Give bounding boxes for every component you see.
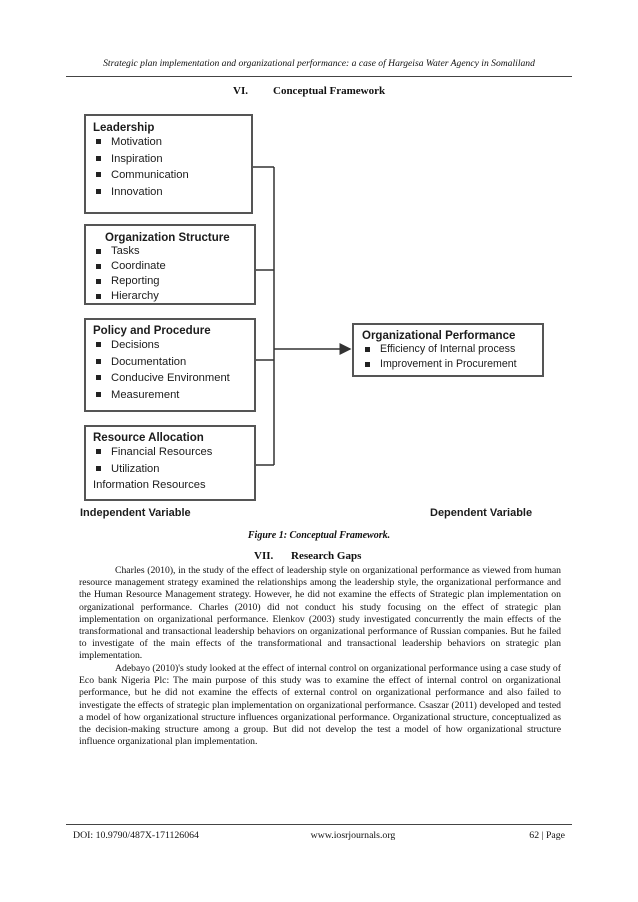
resource-item: Financial Resources bbox=[93, 444, 254, 461]
org-structure-item: Coordinate bbox=[93, 259, 254, 274]
policy-box bbox=[84, 318, 256, 412]
resource-item: Utilization bbox=[93, 461, 254, 478]
policy-item: Measurement bbox=[93, 387, 254, 404]
footer-website: www.iosrjournals.org bbox=[310, 830, 396, 841]
section-6-title: Conceptual Framework bbox=[273, 85, 386, 97]
dependent-variable-label: Dependent Variable bbox=[430, 507, 533, 519]
section-7-title: Research Gaps bbox=[291, 550, 362, 562]
policy-item: Conducive Environment bbox=[93, 370, 254, 387]
policy-title: Policy and Procedure bbox=[93, 325, 211, 337]
org-structure-box bbox=[84, 224, 256, 305]
resource-title: Resource Allocation bbox=[93, 432, 204, 444]
leadership-item: Inspiration bbox=[93, 151, 251, 168]
resource-item-plain: Information Resources bbox=[93, 479, 206, 491]
footer-rule bbox=[66, 824, 572, 825]
leadership-title: Leadership bbox=[93, 122, 155, 134]
running-header: Strategic plan implementation and organizational performance: a case of Hargeisa Water Agency in Somaliland bbox=[103, 58, 535, 69]
org-structure-item: Hierarchy bbox=[93, 289, 254, 304]
paragraph-2: Adebayo (2010)'s study looked at the effect of internal control on organizational performance using a case study of Eco bank Nigeria Plc: The main purpose of this study was to examine the effect of internal control on organizational performance, but he did not examine the effects of external control on organizational performance and also failed to investigate the effects of strategic plan implementation on organizational performance. Csaszar (2011) developed and tested a model of how organizational structure influences organizational performance. Organizational structure, conceptualized as the decision-making structure among a group. But did not develop the test a model of how organizational structure influence organizational plan implementation. bbox=[79, 663, 561, 748]
org-structure-item: Reporting bbox=[93, 274, 254, 289]
section-7-number: VII. bbox=[254, 550, 274, 562]
outcome-title: Organizational Performance bbox=[362, 330, 516, 342]
outcome-box bbox=[352, 323, 544, 377]
leadership-item: Motivation bbox=[93, 134, 251, 151]
policy-item: Documentation bbox=[93, 354, 254, 371]
org-structure-title: Organization Structure bbox=[105, 232, 230, 244]
policy-item: Decisions bbox=[93, 337, 254, 354]
leadership-item: Innovation bbox=[93, 184, 251, 201]
independent-variable-label: Independent Variable bbox=[80, 507, 191, 519]
paragraph-1: Charles (2010), in the study of the effect of leadership style on organizational performance as viewed from human resource management strategy examined the relationships among the leadership style, the organizational performance and the Human Resource Management strategy. However, he did not examine the effects of Strategic plan implementation on organizational performance. Charles (2010) did not conduct his study focusing on the effect of strategic plan implementation on organizational performance. Elenkov (2003) study investigated concurrently the main effects of the transformational and transactional leadership behaviors on organizational performance of Russian companies. But he failed to investigate of the main effects of the transformational and transactional leadership behaviors on strategic plan implementation. bbox=[79, 565, 561, 662]
leadership-item: Communication bbox=[93, 167, 251, 184]
resource-box bbox=[84, 425, 256, 501]
leadership-box bbox=[84, 114, 253, 214]
outcome-item: Improvement in Procurement bbox=[362, 357, 542, 372]
footer-doi: DOI: 10.9790/487X-171126064 bbox=[73, 830, 199, 841]
outcome-item: Efficiency of Internal process bbox=[362, 342, 542, 357]
footer-page: 62 | Page bbox=[529, 830, 565, 841]
section-6-number: VI. bbox=[233, 85, 248, 97]
org-structure-item: Tasks bbox=[93, 244, 254, 259]
figure-caption: Figure 1: Conceptual Framework. bbox=[247, 530, 391, 541]
